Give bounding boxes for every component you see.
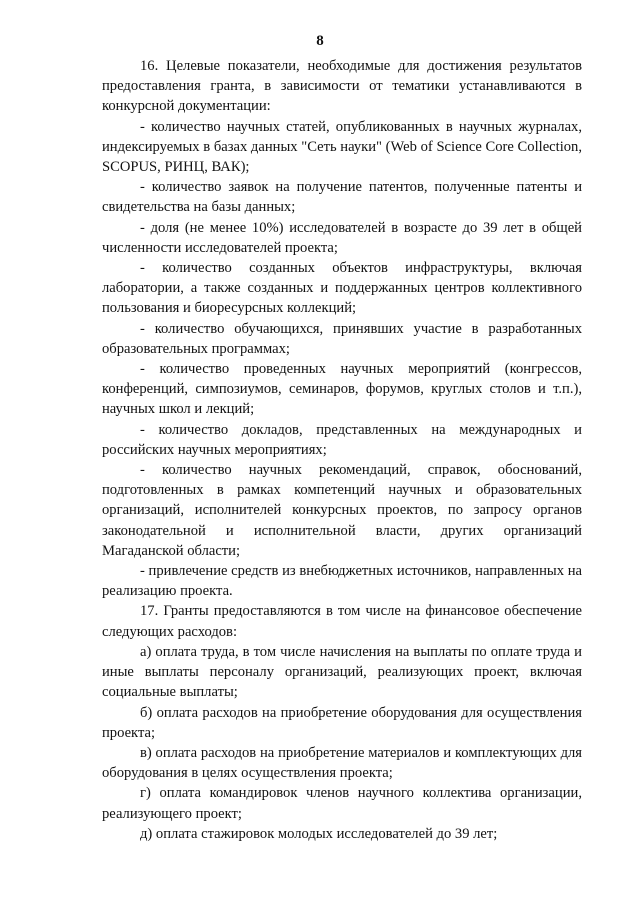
paragraph-section-16-intro: 16. Целевые показатели, необходимые для достижения результатов предоставления гранта, в зависимости от тематики устанавливаются в конкурсной документации: (102, 58, 582, 115)
list-item-reports: - количество докладов, представленных на международных и российских научных мероприятиях; (102, 421, 582, 458)
page-number: 8 (316, 33, 324, 49)
list-item-patents: - количество заявок на получение патентов, полученные патенты и свидетельства на базы данных; (102, 179, 582, 216)
list-item-infrastructure-objects: - количество созданных объектов инфраструктуры, включая лаборатории, а также созданных и поддержанных центров коллективного пользования и биоресурсных коллекций; (102, 260, 582, 317)
list-item-students: - количество обучающихся, принявших участие в разработанных образовательных программах; (102, 320, 582, 357)
list-item-a-salaries: а) оплата труда, в том числе начисления на выплаты по оплате труда и иные выплаты персоналу организаций, реализующих проект, включая социальные выплаты; (102, 643, 582, 701)
paragraph-section-17-intro: 17. Гранты предоставляются в том числе на финансовое обеспечение следующих расходов: (102, 603, 582, 640)
list-item-scientific-articles: - количество научных статей, опубликованных в научных журналах, индексируемых в базах данных "Сеть науки" (Web of Science Core Collection, SCOPUS, РИНЦ, ВАК); (102, 118, 582, 176)
list-item-scientific-events: - количество проведенных научных мероприятий (конгрессов, конференций, симпозиумов, семинаров, форумов, круглых столов и т.п.), научных школ и лекций; (102, 361, 582, 418)
list-item-g-business-trips: г) оплата командировок членов научного коллектива организации, реализующего проект; (102, 785, 582, 822)
list-item-recommendations: - количество научных рекомендаций, справок, обоснований, подготовленных в рамках компетенций научных и образовательных организаций, исполнителей конкурсных проектов, по запросу органов законодательной и исполнительной власти, других организаций Магаданской области; (102, 462, 582, 559)
list-item-d-internships: д) оплата стажировок молодых исследователей до 39 лет; (140, 825, 498, 842)
list-item-young-researchers-share: - доля (не менее 10%) исследователей в возрасте до 39 лет в общей численности исследователей проекта; (102, 219, 582, 256)
document-body (102, 56, 582, 844)
list-item-b-equipment: б) оплата расходов на приобретение оборудования для осуществления проекта; (102, 704, 582, 741)
list-item-v-materials: в) оплата расходов на приобретение материалов и комплектующих для оборудования в целях осуществления проекта; (102, 744, 582, 782)
list-item-extrabudgetary-funds: - привлечение средств из внебюджетных источников, направленных на реализацию проекта. (102, 563, 582, 600)
